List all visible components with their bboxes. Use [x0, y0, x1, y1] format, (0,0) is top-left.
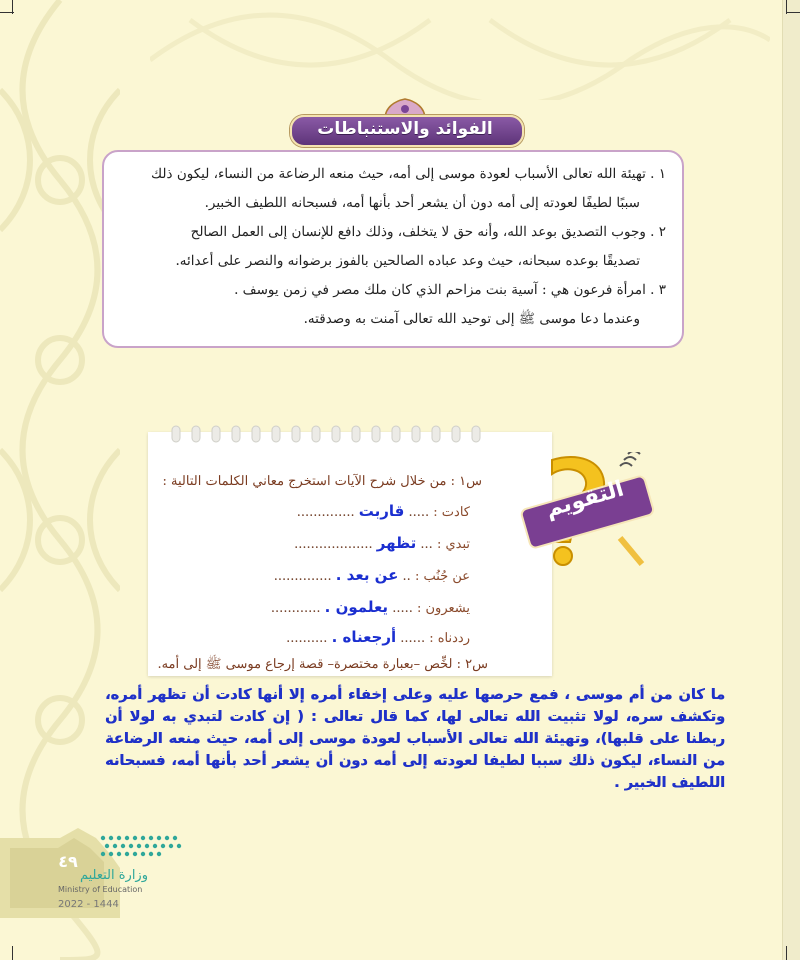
vocab-word: عن جُنُب :: [414, 569, 470, 584]
vocab-word: كادت :: [433, 505, 470, 520]
vocab-word: رددناه :: [429, 631, 470, 646]
vocab-answer: يعلمون .: [324, 598, 389, 616]
page-number: ٤٩: [58, 852, 78, 871]
point-1-line-1: ١ . تهيئة الله تعالى الأسباب لعودة موسى إلى أمه، حيث منعه الرضاعة من النساء، ليكون ذلك: [151, 166, 666, 182]
crop-mark: [786, 946, 787, 960]
crop-mark: [786, 12, 800, 13]
edition-year: 2022 - 1444: [58, 899, 119, 910]
section-title: الفوائد والاستنباطات: [317, 119, 493, 139]
point-1-line-2: سببًا لطيفًا لعودته إلى أمه دون أن يشعر أحد بأنها أمه، فسبحانه اللطيف الخبير.: [204, 195, 640, 211]
vocab-answer: أرجعناه .: [331, 628, 397, 646]
section-banner: [290, 97, 520, 145]
crop-mark: [0, 12, 14, 13]
question-1: س١ : من خلال شرح الآيات استخرج معاني الكلمات التالية :: [162, 474, 482, 489]
vocab-item-1: كادت : ..... قاربت ..............: [296, 502, 470, 520]
ministry-logo-dots-icon: [95, 830, 187, 862]
answer-paragraph: ما كان من أم موسى ، فمع حرصها عليه وعلى إخفاء أمره إلا أنها كادت أن تظهر أمره، وتكشف سره، لولا تثبيت الله تعالى لها، كما قال تعالى : ( إن كادت لتبدي به لولا أن ربطنا على قلبها)، وتهيئة الله تعالى الأسباب لعودة موسى إلى أمه، حيث منعه الرضاعة من النساء، ليكون ذلك سببا لطيفا لعودته إلى أمه دون أن يشعر أحد بأنها أمه، فسبحانه اللطيف الخبير .: [105, 687, 725, 791]
vocab-item-5: رددناه : ...... أرجعناه . ..........: [286, 628, 470, 646]
point-3-line-1: ٣ . امرأة فرعون هي : آسية بنت مزاحم الذي كان ملك مصر في زمن يوسف .: [234, 282, 666, 298]
vocab-answer: تظهر: [376, 534, 417, 552]
point-2-line-1: ٢ . وجوب التصديق بوعد الله، وأنه حق لا يتخلف، وذلك دافع للإنسان إلى العمل الصالح: [190, 224, 666, 240]
question-2: س٢ : لخِّص –بعبارة مختصرة– قصة إرجاع موسى ﷺ إلى أمه.: [157, 657, 488, 672]
vocab-word: يشعرون :: [417, 601, 470, 616]
vocab-item-4: يشعرون : ..... يعلمون . ............: [270, 598, 470, 616]
arabesque-pattern-top: [150, 0, 770, 100]
point-3-line-2: وعندما دعا موسى ﷺ إلى توحيد الله تعالى آمنت به وصدقته.: [303, 311, 640, 327]
arabesque-pattern-left: [0, 0, 120, 960]
notebook-rings-icon: [168, 422, 498, 444]
vocab-answer: عن بعد .: [335, 566, 399, 584]
vocab-item-2: تبدي : ... تظهر ...................: [294, 534, 470, 552]
vocab-item-3: عن جُنُب : .. عن بعد . ..............: [273, 566, 470, 584]
vocab-word: تبدي :: [436, 537, 470, 552]
benefits-box: [102, 150, 684, 348]
crop-mark: [12, 946, 13, 960]
ministry-name-english: Ministry of Education: [58, 885, 143, 894]
page-edge-strip: [782, 0, 800, 960]
vocab-answer: قاربت: [358, 502, 405, 520]
evaluation-badge-label: التقويم: [542, 476, 627, 523]
point-2-line-2: تصديقًا بوعده سبحانه، حيث وعد عباده الصالحين بالفوز برضوانه والنصر على أعدائه.: [175, 253, 640, 269]
ministry-name-arabic: وزارة التعليم: [79, 868, 148, 883]
